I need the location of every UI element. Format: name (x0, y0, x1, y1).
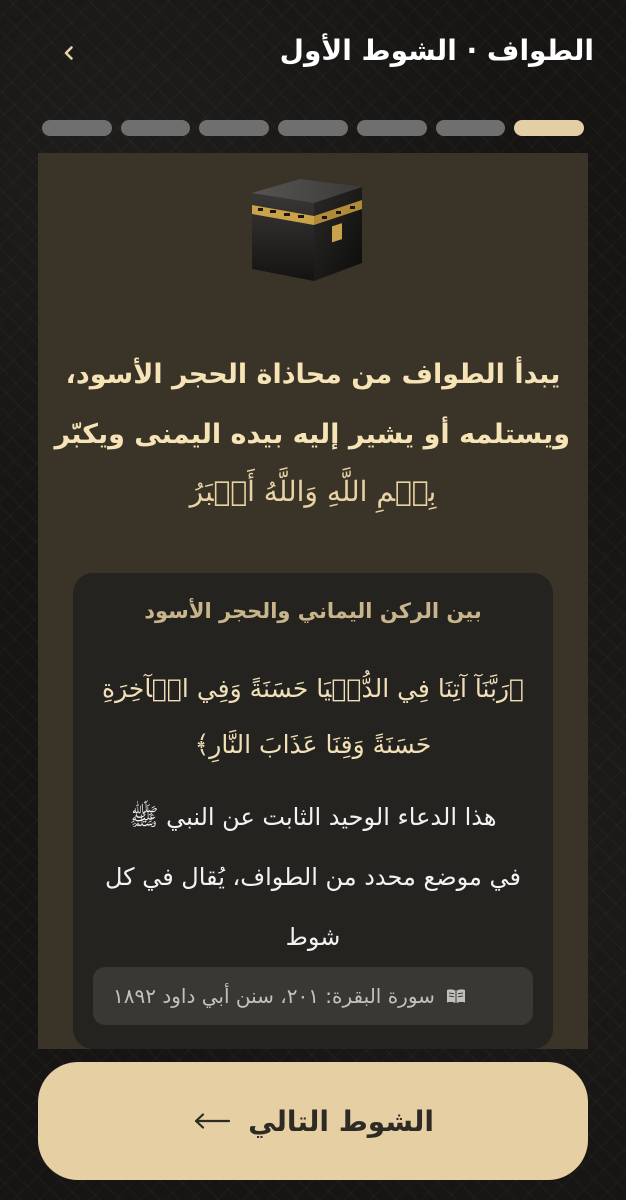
next-round-button[interactable] (38, 1062, 588, 1180)
progress-segment (199, 120, 269, 136)
progress-segment (121, 120, 191, 136)
progress-segment-active (514, 120, 584, 136)
intro-line: ويستلمه أو يشير إليه بيده اليمنى ويكبّر (54, 419, 570, 450)
dua-note (91, 787, 535, 967)
note-line: هذا الدعاء الوحيد الثابت عن النبي ﷺ (129, 803, 497, 831)
intro-text (56, 345, 570, 465)
next-round-label: الشوط التالي (248, 1104, 434, 1138)
dua-verse (91, 661, 535, 773)
dua-heading: بين الركن اليماني والحجر الأسود (144, 599, 482, 623)
note-line: شوط (285, 923, 341, 951)
progress-segment (278, 120, 348, 136)
dua-card (73, 573, 553, 1049)
header (0, 28, 626, 78)
takbir-text: بِسۡمِ اللَّهِ وَاللَّهُ أَكۡبَرُ (189, 475, 437, 508)
content-card (38, 153, 588, 1049)
step-progress (42, 120, 584, 136)
note-line: في موضع محدد من الطواف، يُقال في كل (104, 863, 522, 891)
back-button[interactable] (52, 36, 86, 70)
arrow-left-icon (192, 1111, 232, 1131)
kaaba-icon (244, 173, 368, 285)
progress-segment (436, 120, 506, 136)
verse-line: حَسَنَةً وَقِنَا عَذَابَ النَّارِ﴾ (194, 730, 432, 759)
source-text: سورة البقرة: ٢٠١، سنن أبي داود ١٨٩٢ (113, 984, 435, 1008)
intro-line: يبدأ الطواف من محاذاة الحجر الأسود، (65, 359, 561, 390)
source-reference (93, 967, 533, 1025)
chevron-left-icon (60, 44, 78, 62)
verse-line: ﴿رَبَّنَآ آتِنَا فِي الدُّنۡيَا حَسَنَةً وَفِي الۡآخِرَةِ (101, 674, 525, 703)
progress-segment (42, 120, 112, 136)
book-icon (445, 985, 467, 1007)
page-title: الطواف · الشوط الأول (279, 34, 594, 67)
progress-segment (357, 120, 427, 136)
